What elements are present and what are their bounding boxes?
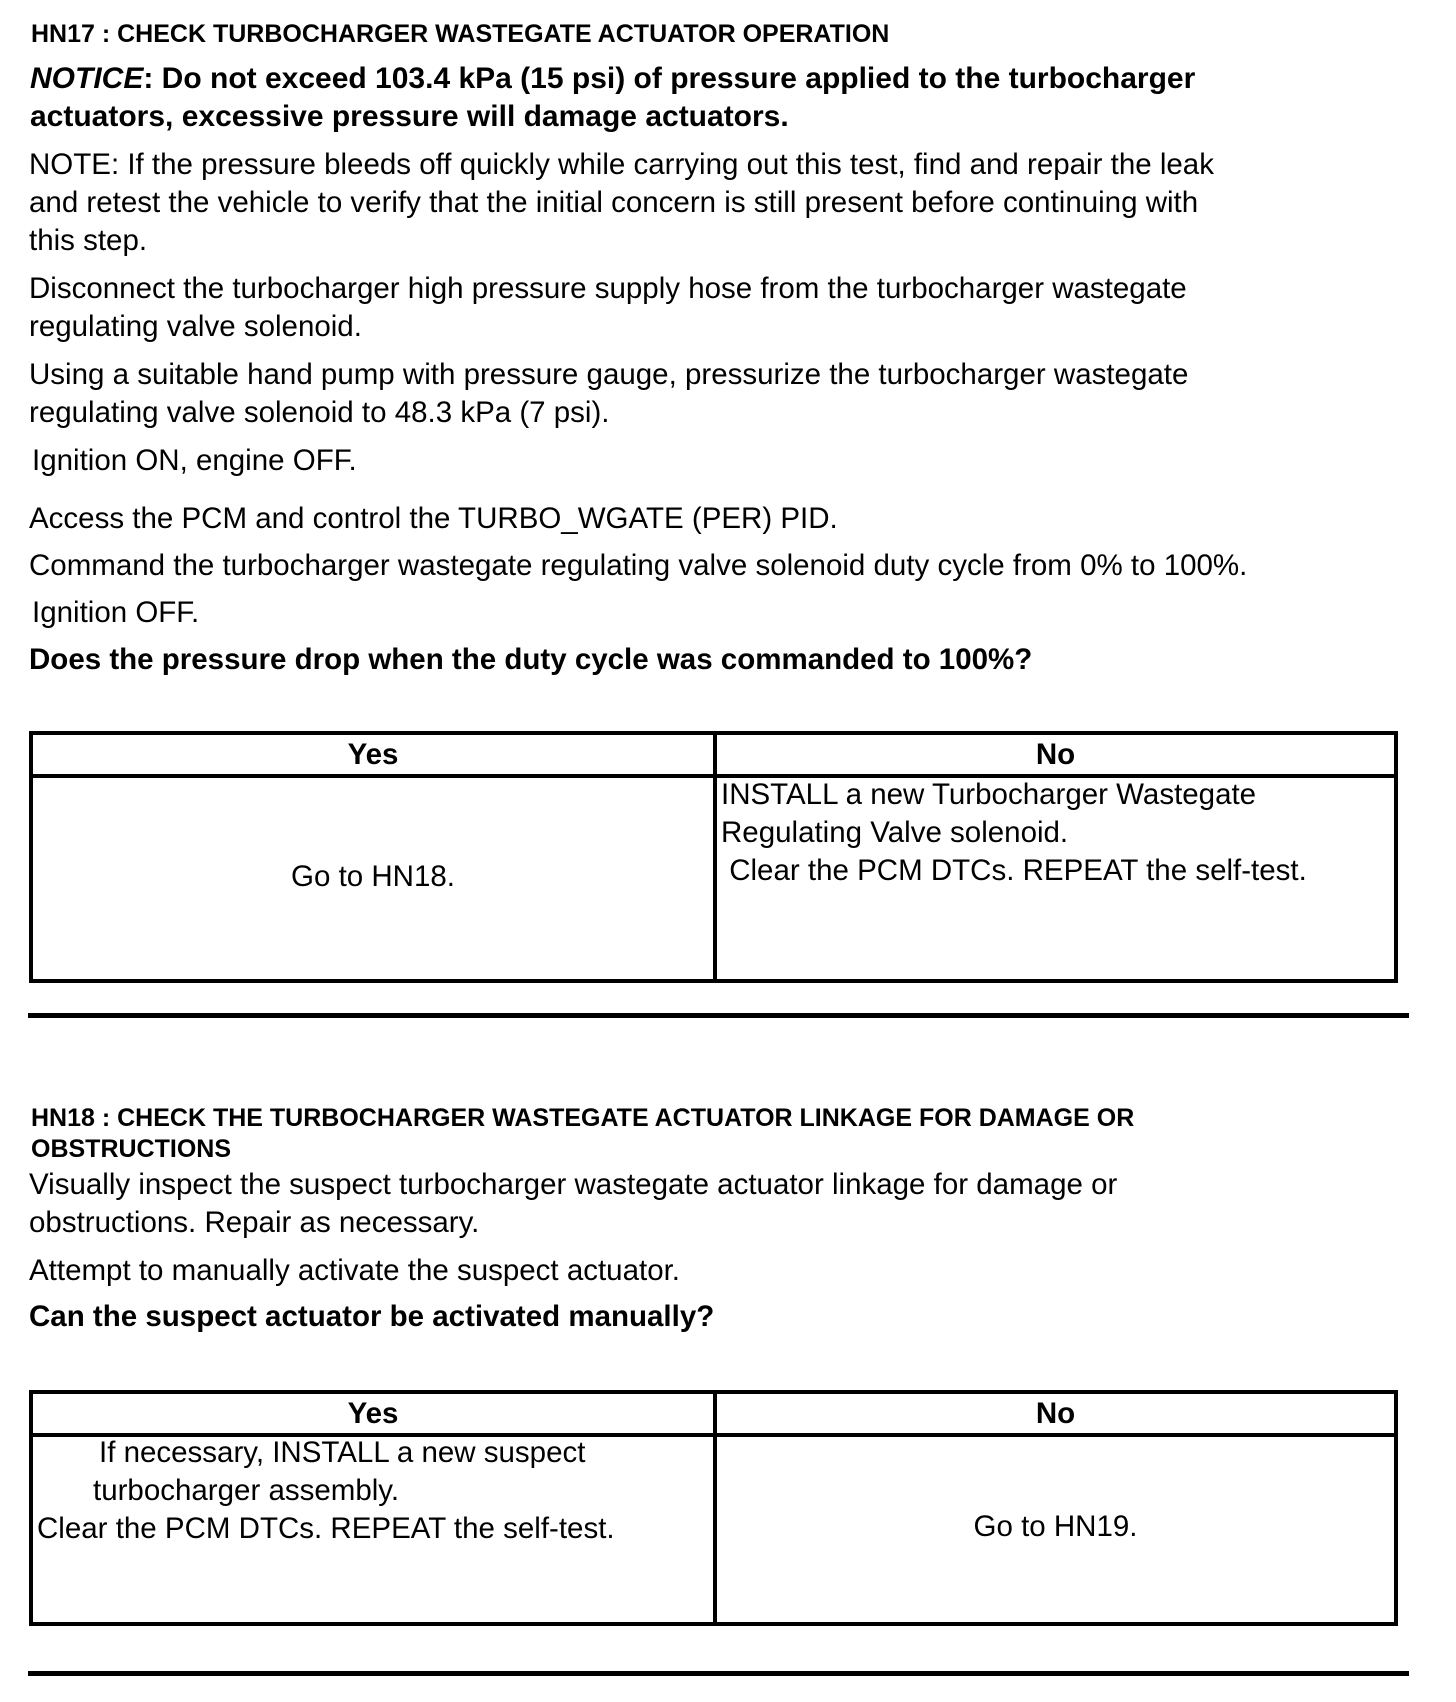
step-pressurize: [29, 356, 1188, 432]
no-text-line2: Regulating Valve solenoid.: [721, 816, 1069, 849]
notice-text-line1: : Do not exceed 103.4 kPa (15 psi) of pressure applied to the turbocharger: [143, 62, 1196, 95]
hn18-attempt: Attempt to manually activate the suspect actuator.: [29, 1254, 680, 1287]
hn18-heading-line2: OBSTRUCTIONS: [31, 1135, 231, 1163]
section-divider: [28, 1013, 1409, 1018]
hn17-notice: [30, 60, 1195, 136]
hn18-inspect: [29, 1166, 1117, 1242]
step-disconnect-line2: regulating valve solenoid.: [29, 310, 362, 343]
inspect-line1: Visually inspect the suspect turbocharger wastegate actuator linkage for damage or: [29, 1168, 1118, 1201]
table-header-no: No: [717, 735, 1394, 778]
table-cell-no: [717, 774, 1394, 979]
table-cell-yes: [33, 1432, 717, 1622]
step-pressurize-line2: regulating valve solenoid to 48.3 kPa (7 psi).: [29, 396, 610, 429]
notice-text-line2: actuators, excessive pressure will damage actuators.: [30, 100, 789, 133]
no-text-line3: Clear the PCM DTCs. REPEAT the self-test.: [721, 854, 1307, 887]
table-header-yes: Yes: [33, 1394, 717, 1437]
table-header-yes: Yes: [33, 735, 717, 778]
note-line1: NOTE: If the pressure bleeds off quickly while carrying out this test, find and repair the leak: [29, 148, 1214, 181]
yes-go-to-link[interactable]: Go to HN18.: [291, 859, 455, 893]
hn18-heading-line1: HN18 : CHECK THE TURBOCHARGER WASTEGATE ACTUATOR LINKAGE FOR DAMAGE OR: [31, 1104, 1135, 1132]
hn17-heading: HN17 : CHECK TURBOCHARGER WASTEGATE ACTUATOR OPERATION: [31, 20, 890, 48]
no-text-line1: INSTALL a new Turbocharger Wastegate: [721, 778, 1257, 811]
hn17-note: [29, 146, 1214, 260]
note-line2: and retest the vehicle to verify that the initial concern is still present before continuing with: [29, 186, 1199, 219]
step-ignition-on: Ignition ON, engine OFF.: [32, 444, 357, 477]
table-cell-no: [717, 1432, 1394, 1622]
hn18-question: Can the suspect actuator be activated manually?: [29, 1300, 715, 1333]
table-cell-yes: [33, 774, 717, 979]
yes-text-line3: Clear the PCM DTCs. REPEAT the self-test.: [37, 1512, 615, 1545]
hn18-decision-table: [29, 1390, 1398, 1626]
table-header-no: No: [717, 1394, 1394, 1437]
step-pressurize-line1: Using a suitable hand pump with pressure gauge, pressurize the turbocharger wastegate: [29, 358, 1189, 391]
step-disconnect-line1: Disconnect the turbocharger high pressure supply hose from the turbocharger wastegate: [29, 272, 1187, 305]
inspect-line2: obstructions. Repair as necessary.: [29, 1206, 480, 1239]
section-divider-bottom: [28, 1671, 1409, 1676]
step-command: Command the turbocharger wastegate regulating valve solenoid duty cycle from 0% to 100%.: [29, 549, 1248, 582]
notice-label: NOTICE: [30, 62, 144, 95]
note-line3: this step.: [29, 224, 148, 257]
step-access-pcm: Access the PCM and control the TURBO_WGATE (PER) PID.: [29, 502, 838, 535]
hn17-decision-table: [29, 731, 1398, 983]
step-ignition-off: Ignition OFF.: [32, 596, 200, 629]
yes-text-line2: turbocharger assembly.: [93, 1474, 400, 1507]
no-go-to-link[interactable]: Go to HN19.: [973, 1510, 1138, 1543]
hn17-question: Does the pressure drop when the duty cycle was commanded to 100%?: [29, 643, 1033, 676]
step-disconnect: [29, 270, 1187, 346]
yes-text-line1: If necessary, INSTALL a new suspect: [99, 1436, 586, 1469]
hn18-heading: [31, 1102, 1134, 1165]
